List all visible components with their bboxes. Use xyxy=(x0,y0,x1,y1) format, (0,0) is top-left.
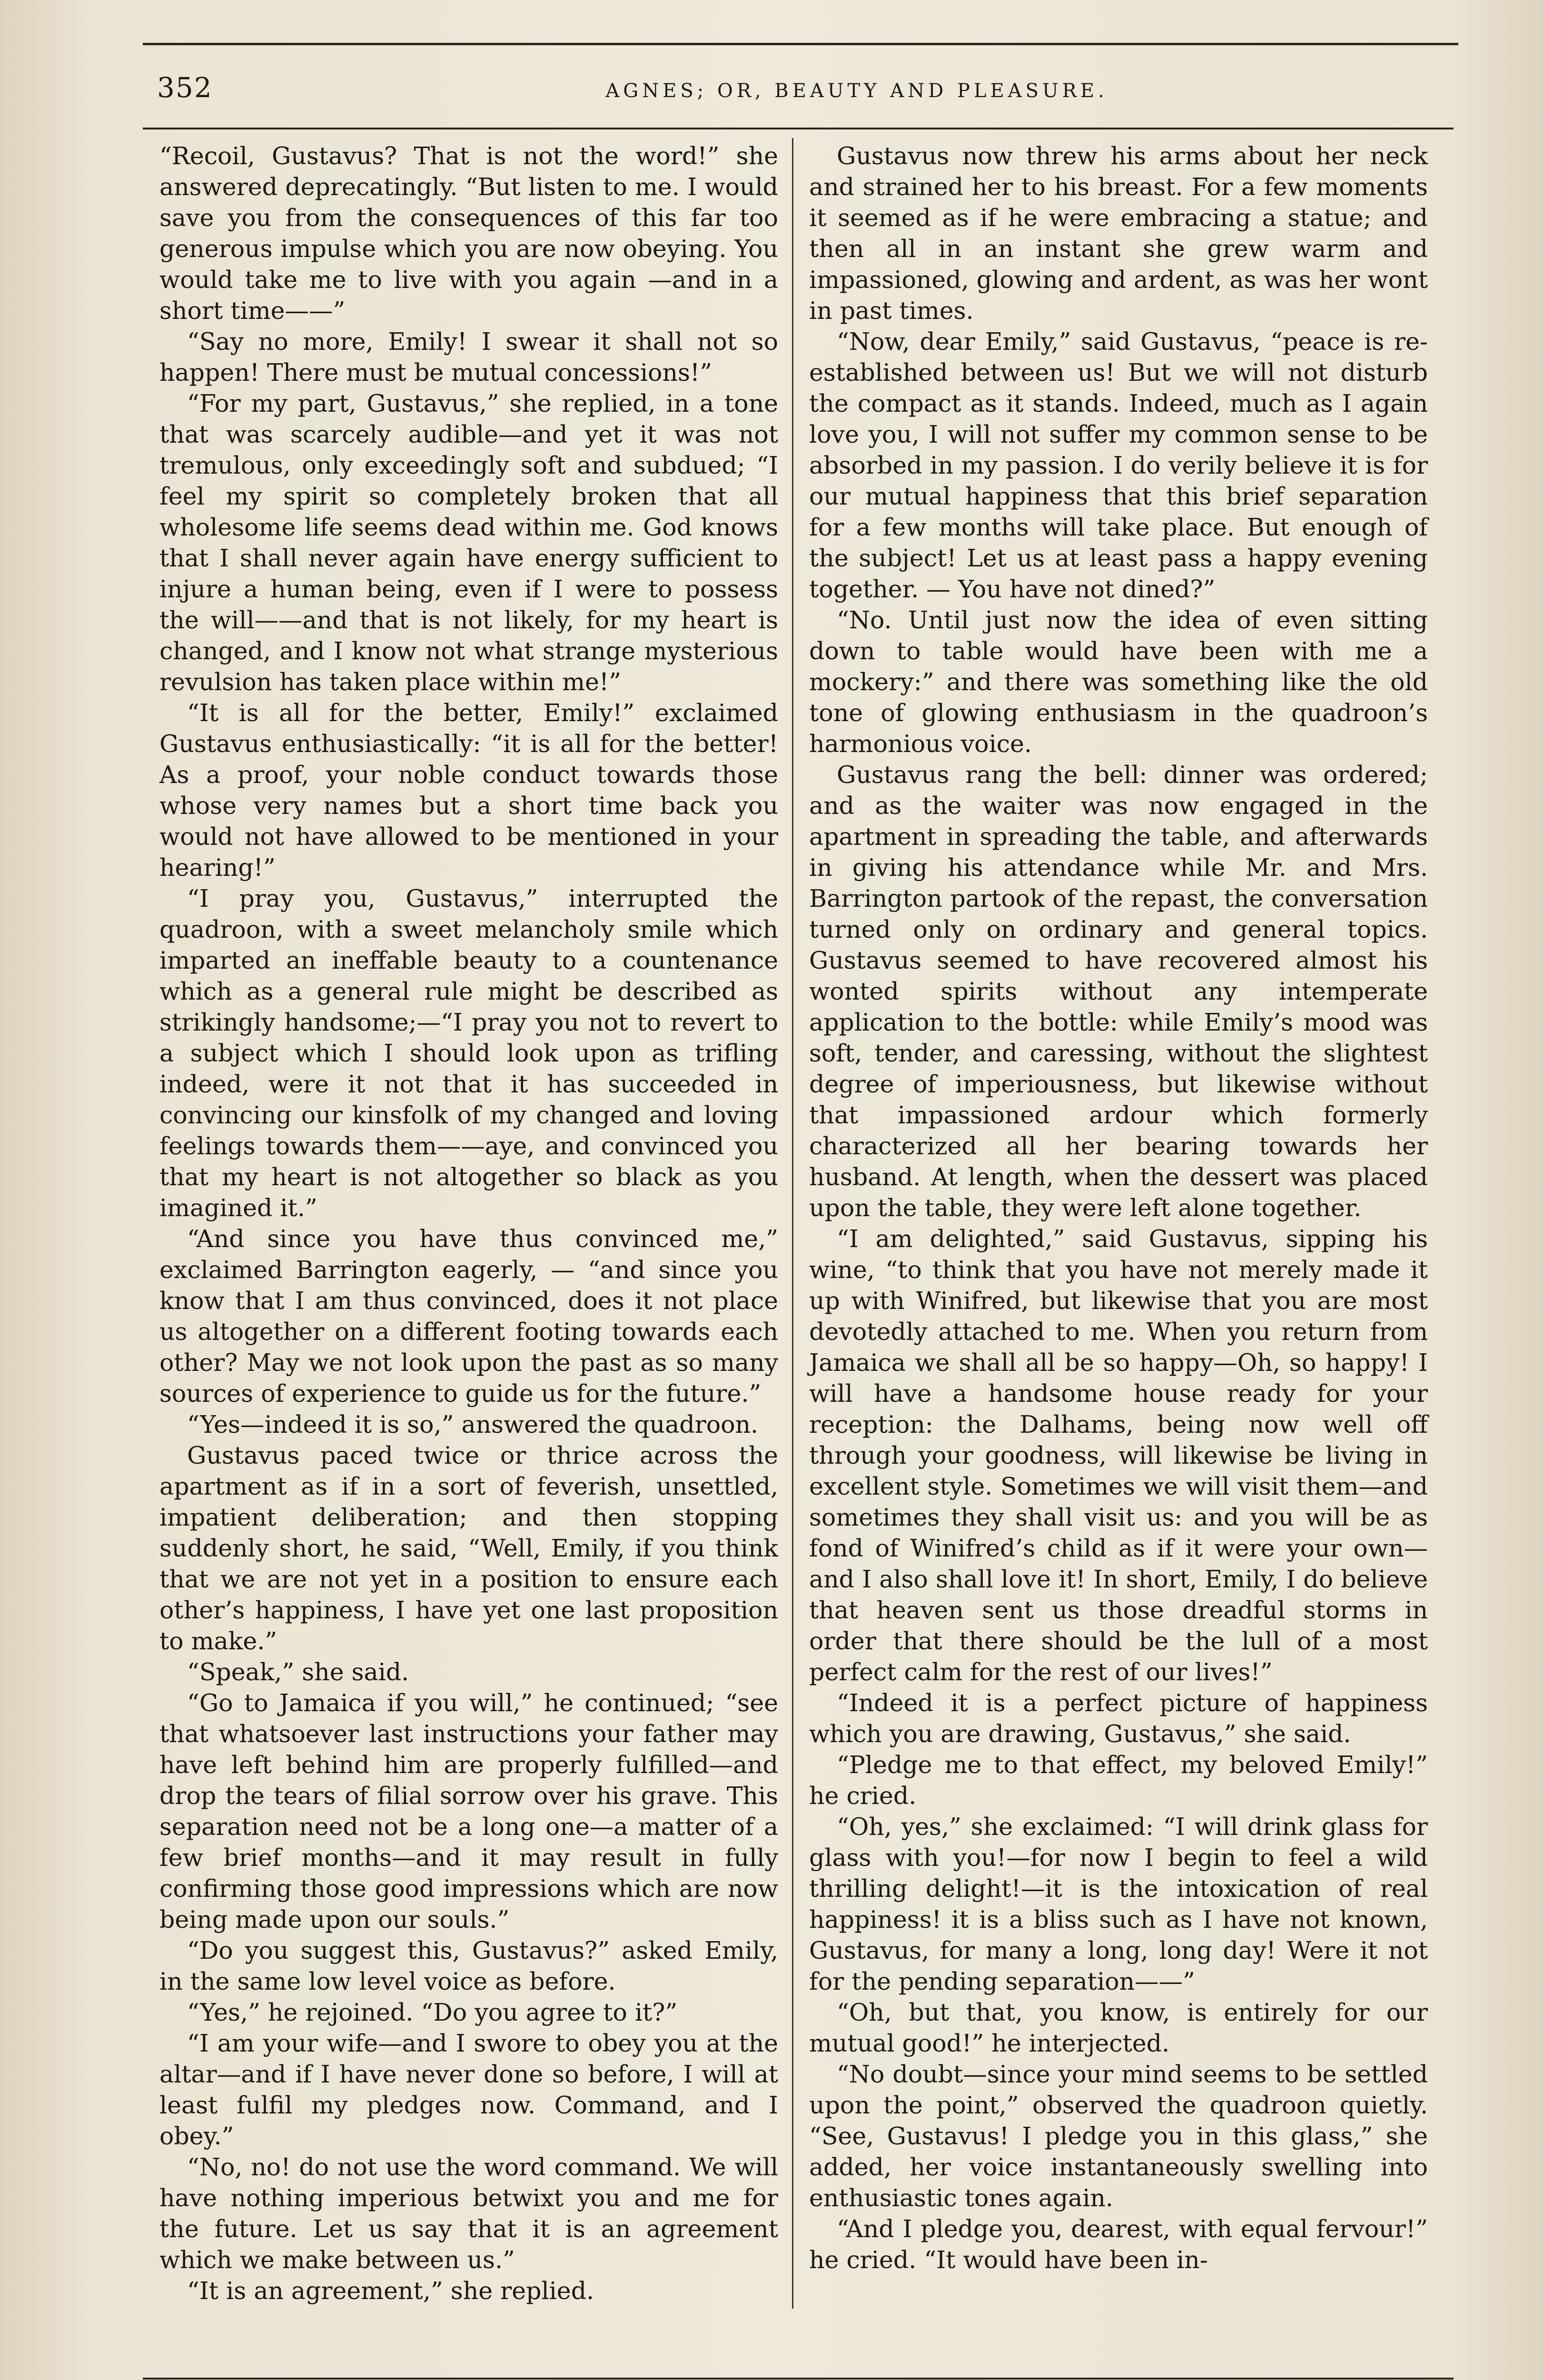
paragraph: “And since you have thus convinced me,” exclaimed Barrington eagerly, — “and since you know that I am thus convinced, does it not place us altogether on a different footing towards each other? May we not look upon the past as so many sources of experience to guide us for the future.” xyxy=(159,1225,778,1408)
running-title: AGNES; OR, BEAUTY AND PLEASURE. xyxy=(605,80,1108,102)
paragraph: “Do you suggest this, Gustavus?” asked Emily, in the same low level voice as before. xyxy=(159,1936,778,1995)
top-rule xyxy=(143,43,1458,45)
paragraph: “For my part, Gustavus,” she replied, in a tone that was scarcely audible—and yet it was not tremulous, only exceedingly soft and subdued; “I feel my spirit so completely broken that all wholesome life seems dead within me. God knows that I shall never again have energy sufficient to injure a human being, even if I were to possess the will——and that is not likely, for my heart is changed, and I know not what strange mysterious revulsion has taken place within me!” xyxy=(159,389,778,696)
paragraph: “And I pledge you, dearest, with equal fervour!” he cried. “It would have been in- xyxy=(809,2215,1428,2274)
paragraph: Gustavus paced twice or thrice across the apartment as if in a sort of feverish, unsettled, impatient deliberation; and then stopping suddenly short, he said, “Well, Emily, if you think that we are not yet in a position to ensure each other’s happiness, I have yet one last proposition to make.” xyxy=(159,1441,778,1655)
paragraph: “Yes—indeed it is so,” answered the quadroon. xyxy=(187,1410,759,1438)
paragraph: “I am your wife—and I swore to obey you at the altar—and if I have never done so before, I will at least fulfil my pledges now. Command, and I obey.” xyxy=(159,2029,778,2150)
paragraph: “Say no more, Emily! I swear it shall not so happen! There must be mutual concessions!” xyxy=(159,327,778,387)
paragraph: “Now, dear Emily,” said Gustavus, “peace is re-established between us! But we will not disturb the compact as it stands. Indeed, much as I again love you, I will not suffer my common sense to be absorbed in my passion. I do verily believe it is for our mutual happiness that this brief separation for a few months will take place. But enough of the subject! Let us at least pass a happy evening together. — You have not dined?” xyxy=(809,327,1428,603)
page-number: 352 xyxy=(157,71,213,104)
paragraph: “I pray you, Gustavus,” interrupted the quadroon, with a sweet melancholy smile which imparted an ineffable beauty to a countenance which as a general rule might be described as strikingly handsome;—“I pray you not to revert to a subject which I should look upon as trifling indeed, were it not that it has succeeded in convincing our kinsfolk of my changed and loving feelings towards them——aye, and convinced you that my heart is not altogether so black as you imagined it.” xyxy=(159,884,778,1222)
paragraph: “Oh, yes,” she exclaimed: “I will drink glass for glass with you!—for now I begin to feel a wild thrilling delight!—it is the intoxication of real happiness! it is a bliss such as I have not known, Gustavus, for many a long, long day! Were it not for the pending separation——” xyxy=(809,1813,1428,1995)
paragraph: “No, no! do not use the word command. We will have nothing imperious betwixt you and me for the future. Let us say that it is an agreement which we make between us.” xyxy=(159,2153,778,2274)
right-column xyxy=(809,140,1428,2275)
paragraph: “Oh, but that, you know, is entirely for our mutual good!” he interjected. xyxy=(809,1998,1428,2057)
paragraph: Gustavus now threw his arms about her neck and strained her to his breast. For a few moments it seemed as if he were embracing a statue; and then all in an instant she grew warm and impassioned, glowing and ardent, as was her wont in past times. xyxy=(809,142,1428,325)
paragraph: “I am delighted,” said Gustavus, sipping his wine, “to think that you have not merely made it up with Winifred, but likewise that you are most devotedly attached to me. When you return from Jamaica we shall all be so happy—Oh, so happy! I will have a handsome house ready for your reception: the Dalhams, being now well off through your goodness, will likewise be living in excellent style. Sometimes we will visit them—and sometimes they shall visit us: and you will be as fond of Winifred’s child as if it were your own—and I also shall love it! In short, Emily, I do believe that heaven sent us those dreadful storms in order that there should be the lull of a most perfect calm for the rest of our lives!” xyxy=(809,1225,1428,1686)
left-column xyxy=(159,140,778,2306)
paragraph: “Go to Jamaica if you will,” he continued; “see that whatsoever last instructions your father may have left behind him are properly fulfilled—and drop the tears of filial sorrow over his grave. This separation need not be a long one—a matter of a few brief months—and it may result in fully confirming those good impressions which are now being made upon our souls.” xyxy=(159,1689,778,1934)
paragraph: “Speak,” she said. xyxy=(187,1658,409,1686)
paragraph: “It is an agreement,” she replied. xyxy=(187,2277,594,2305)
paragraph: “No. Until just now the idea of even sitting down to table would have been with me a mockery:” and there was something like the old tone of glowing enthusiasm in the quadroon’s harmonious voice. xyxy=(809,606,1428,758)
paragraph: “Yes,” he rejoined. “Do you agree to it?” xyxy=(187,1998,678,2026)
paragraph: “Indeed it is a perfect picture of happiness which you are drawing, Gustavus,” she said. xyxy=(809,1689,1428,1748)
paragraph: “No doubt—since your mind seems to be settled upon the point,” observed the quadroon quietly. “See, Gustavus! I pledge you in this glass,” she added, her voice instantaneously swelling into enthusiastic tones again. xyxy=(809,2060,1428,2212)
header-rule xyxy=(143,128,1454,129)
column-divider xyxy=(792,138,793,2309)
bottom-rule xyxy=(143,2378,1454,2380)
paragraph: “Recoil, Gustavus? That is not the word!” she answered deprecatingly. “But listen to me. I would save you from the consequences of this far too generous impulse which you are now obeying. You would take me to live with you again —and in a short time——” xyxy=(159,142,778,325)
paragraph: “It is all for the better, Emily!” exclaimed Gustavus enthusiastically: “it is all for the better! As a proof, your noble conduct towards those whose very names but a short time back you would not have allowed to be mentioned in your hearing!” xyxy=(159,699,778,882)
paragraph: Gustavus rang the bell: dinner was ordered; and as the waiter was now engaged in the apartment in spreading the table, and afterwards in giving his attendance while Mr. and Mrs. Barrington partook of the repast, the conversation turned only on ordinary and general topics. Gustavus seemed to have recovered almost his wonted spirits without any intemperate application to the bottle: while Emily’s mood was soft, tender, and caressing, without the slightest degree of imperiousness, but likewise without that impassioned ardour which formerly characterized all her bearing towards her husband. At length, when the dessert was placed upon the table, they were left alone together. xyxy=(809,761,1428,1222)
paragraph: “Pledge me to that effect, my beloved Emily!” he cried. xyxy=(809,1751,1428,1810)
